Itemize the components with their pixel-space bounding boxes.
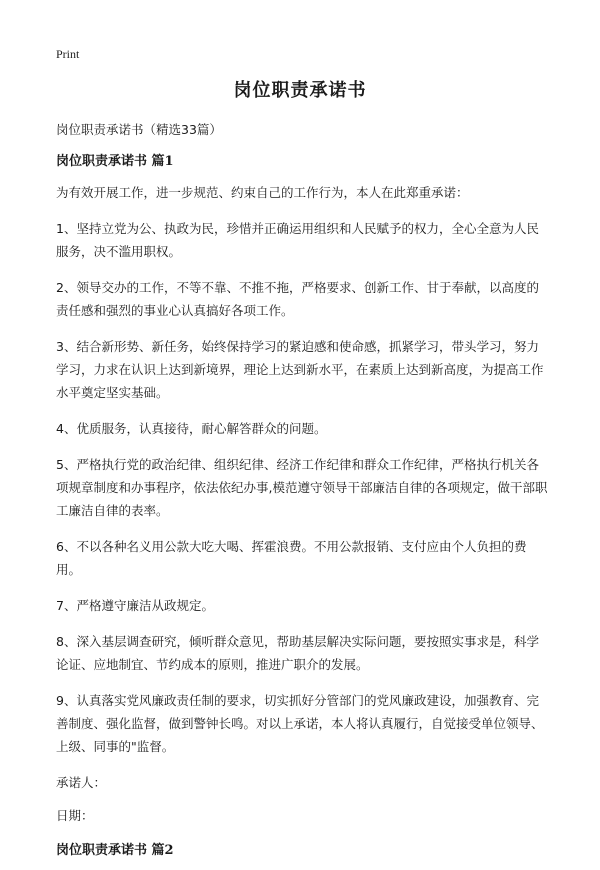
section-heading-1: 岗位职责承诺书 篇1 xyxy=(56,154,174,169)
section-heading-2: 岗位职责承诺书 篇2 xyxy=(56,843,174,858)
commitment-item-3: 3、结合新形势、新任务，始终保持学习的紧迫感和使命感，抓紧学习，带头学习，努力学习，力求在认识上达到新境界，理论上达到新水平，在素质上达到新高度，为提高工作水平奠定坚实基础。 xyxy=(56,339,544,400)
document-body xyxy=(56,118,551,870)
commitment-item-8: 8、深入基层调查研究，倾听群众意见，帮助基层解决实际问题，要按照实事求是，科学论证、应地制宜、节约成本的原则，推进广职介的发展。 xyxy=(56,634,539,672)
intro-paragraph: 为有效开展工作，进一步规范、约束自己的工作行为，本人在此郑重承诺： xyxy=(56,185,469,200)
commitment-item-9: 9、认真落实党风廉政责任制的要求，切实抓好分管部门的党风廉政建设，加强教育、完善制度、强化监督，做到警钟长鸣。对以上承诺，本人将认真履行，自觉接受单位领导、上级、同事的"监督。 xyxy=(56,693,544,754)
page-title: 岗位职责承诺书 xyxy=(233,80,367,101)
commitment-item-5: 5、严格执行党的政治纪律、组织纪律、经济工作纪律和群众工作纪律，严格执行机关各项规章制度和办事程序，依法依纪办事,模范遵守领导干部廉洁自律的各项规定，做干部职工廉洁自律的表率。 xyxy=(56,457,548,518)
date-label: 日期： xyxy=(56,808,94,823)
commitment-item-4: 4、优质服务，认真接待，耐心解答群众的问题。 xyxy=(56,421,327,436)
commitment-item-6: 6、不以各种名义用公款大吃大喝、挥霍浪费。不用公款报销、支付应由个人负担的费用。 xyxy=(56,539,527,577)
commitment-item-1: 1、坚持立党为公、执政为民，珍惜并正确运用组织和人民赋予的权力，全心全意为人民服务，决不滥用职权。 xyxy=(56,221,539,259)
print-link[interactable]: Print xyxy=(56,47,80,61)
commitment-item-7: 7、严格遵守廉洁从政规定。 xyxy=(56,598,214,613)
signer-label: 承诺人： xyxy=(56,775,107,790)
commitment-item-2: 2、领导交办的工作，不等不靠、不推不拖，严格要求、创新工作、甘于奉献，以高度的责任感和强烈的事业心认真搞好各项工作。 xyxy=(56,280,539,318)
document-subtitle: 岗位职责承诺书（精选33篇） xyxy=(56,122,222,137)
